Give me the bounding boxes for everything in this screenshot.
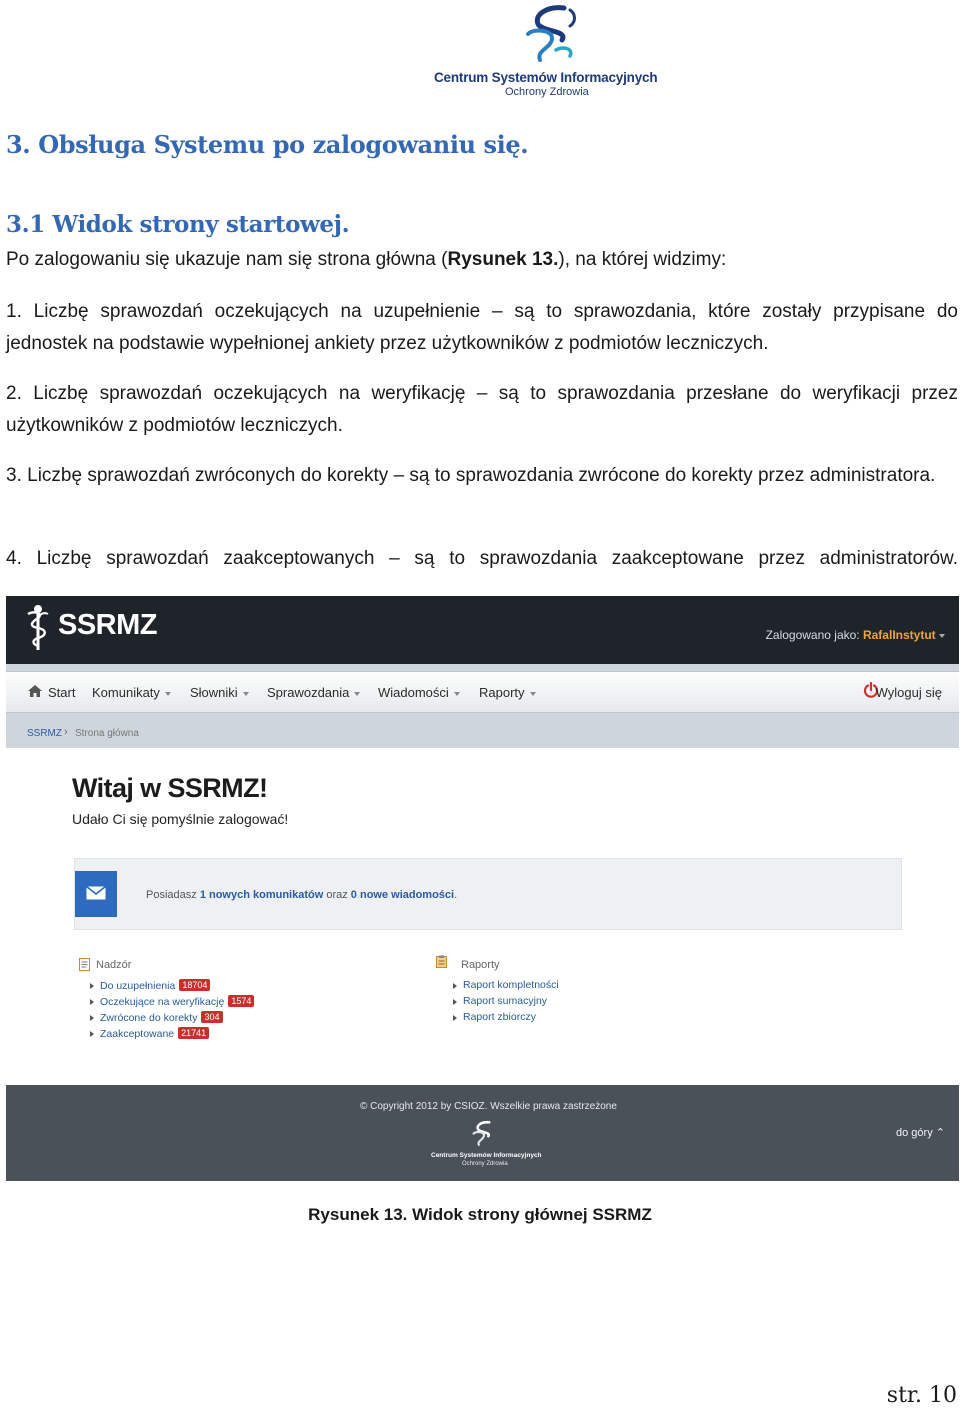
app-title[interactable]: SSRMZ: [58, 609, 157, 641]
count-badge: 1574: [228, 995, 254, 1007]
supervision-item-accepted[interactable]: [90, 1027, 254, 1043]
back-to-top-link[interactable]: [896, 1126, 945, 1139]
figure-reference: Rysunek 13.: [447, 249, 559, 270]
nav-komunikaty[interactable]: [92, 685, 171, 700]
envelope-icon: [86, 886, 106, 900]
supervision-list: [90, 979, 254, 1043]
section-heading: 3. Obsługa Systemu po zalogowaniu się.: [6, 130, 529, 159]
nav-sprawozdania-label: Sprawozdania: [267, 685, 350, 700]
chevron-down-icon: [243, 692, 249, 696]
welcome-title: Witaj w SSRMZ!: [72, 773, 268, 803]
count-badge: 18704: [179, 979, 210, 991]
clipboard-icon: [436, 955, 447, 968]
caduceus-icon: [24, 604, 52, 652]
csioz-swoosh-icon: [522, 4, 582, 66]
footer-logo: [431, 1119, 541, 1179]
supervision-item-label: Oczekujące na weryfikację: [100, 996, 225, 1008]
paragraph-4: 4. Liczbę sprawozdań zaakceptowanych – są to sprawozdania zaakceptowane przez administratorów.: [6, 548, 958, 569]
document-icon: [79, 958, 90, 971]
report-summary-link[interactable]: Raport sumacyjny: [453, 995, 559, 1011]
reports-heading: Raporty: [461, 959, 500, 971]
chevron-up-icon: ⌃: [935, 1127, 945, 1139]
notification-text-part3: .: [454, 889, 458, 901]
notification-text-part2: oraz: [323, 889, 351, 901]
logged-in-info: [766, 628, 945, 642]
home-icon[interactable]: [27, 684, 43, 698]
nav-raporty-label: Raporty: [479, 685, 525, 700]
notification-box: [74, 858, 902, 930]
count-badge: 304: [201, 1011, 222, 1023]
nav-slowniki-label: Słowniki: [190, 685, 238, 700]
supervision-item-awaiting-verification[interactable]: [90, 995, 254, 1011]
back-to-top-label: do góry: [896, 1127, 933, 1139]
nav-raporty[interactable]: [479, 685, 536, 700]
paragraph-1: 1. Liczbę sprawozdań oczekujących na uzupełnienie – są to sprawozdania, które zostały przypisane do jednostek na podstawie wypełnionej ankiety przez użytkowników z podmiotów leczniczych.: [6, 301, 958, 354]
footer-logo-line1: Centrum Systemów Informacyjnych: [431, 1152, 542, 1159]
intro-text: [6, 249, 726, 271]
nav-komunikaty-label: Komunikaty: [92, 685, 160, 700]
supervision-item-label: Zwrócone do korekty: [100, 1012, 198, 1024]
paragraph-3: 3. Liczbę sprawozdań zwróconych do korekty – są to sprawozdania zwrócone do korekty przez administratora.: [6, 465, 936, 486]
intro-text-start: Po zalogowaniu się ukazuje nam się strona główna (: [6, 249, 448, 270]
subsection-heading: 3.1 Widok strony startowej.: [6, 211, 350, 238]
nav-sprawozdania[interactable]: [267, 685, 360, 700]
main-navbar: [6, 671, 959, 713]
notification-text-part1: Posiadasz: [146, 889, 200, 901]
user-caret-icon[interactable]: [939, 634, 945, 638]
copyright-text: © Copyright 2012 by CSIOZ. Wszelkie prawa zastrzeżone: [360, 1101, 617, 1112]
figure-caption: Rysunek 13. Widok strony głównej SSRMZ: [308, 1205, 652, 1224]
ssrmz-screenshot: [6, 596, 959, 1181]
chevron-down-icon: [454, 692, 460, 696]
nav-wiadomosci[interactable]: [378, 685, 460, 700]
app-footer: [6, 1085, 959, 1181]
supervision-item-returned[interactable]: [90, 1011, 254, 1027]
logged-in-label: Zalogowano jako:: [765, 628, 860, 642]
intro-text-end: ), na której widzimy:: [558, 249, 727, 270]
breadcrumb: [6, 718, 959, 748]
nav-start[interactable]: Start: [48, 685, 76, 700]
main-content: [6, 748, 959, 1085]
supervision-heading: Nadzór: [96, 959, 132, 971]
nav-slowniki[interactable]: [190, 685, 249, 700]
chevron-down-icon: [354, 692, 360, 696]
report-completeness-link[interactable]: Raport kompletności: [453, 979, 559, 995]
logged-in-user[interactable]: RafalInstytut: [862, 628, 936, 642]
welcome-subtitle: Udało Ci się pomyślnie zalogować!: [72, 811, 289, 827]
supervision-item-label: Do uzupełnienia: [100, 980, 176, 992]
footer-logo-line2: Ochrony Zdrowia: [462, 1161, 508, 1167]
supervision-item-to-complete[interactable]: [90, 979, 254, 995]
report-aggregate-link[interactable]: Raport zbiorczy: [453, 1011, 559, 1027]
nav-wiadomosci-label: Wiadomości: [378, 685, 449, 700]
csioz-logo: [430, 4, 670, 100]
mail-icon-block: [75, 871, 117, 917]
csioz-swoosh-icon: [471, 1119, 497, 1149]
new-announcements-link[interactable]: 1 nowych komunikatów: [199, 889, 324, 901]
paragraph-2: 2. Liczbę sprawozdań oczekujących na weryfikację – są to sprawozdania przesłane do weryfikacji przez użytkowników z podmiotów leczniczych.: [6, 383, 958, 436]
breadcrumb-home-link[interactable]: SSRMZ: [27, 728, 62, 739]
logo-text-line1: Centrum Systemów Informacyjnych: [434, 70, 658, 85]
logout-button[interactable]: Wyloguj się: [875, 685, 942, 700]
count-badge: 21741: [178, 1027, 209, 1039]
breadcrumb-separator: ›: [64, 726, 68, 738]
app-topbar: [6, 596, 959, 664]
logo-text-line2: Ochrony Zdrowia: [505, 86, 589, 98]
supervision-item-label: Zaakceptowane: [100, 1028, 175, 1040]
chevron-down-icon: [530, 692, 536, 696]
new-messages-link[interactable]: 0 nowe wiadomości: [350, 889, 455, 901]
breadcrumb-current: Strona główna: [75, 728, 139, 739]
notification-text: [146, 889, 457, 901]
page-number: str. 10: [886, 1383, 957, 1408]
chevron-down-icon: [165, 692, 171, 696]
reports-list: [453, 979, 559, 1027]
